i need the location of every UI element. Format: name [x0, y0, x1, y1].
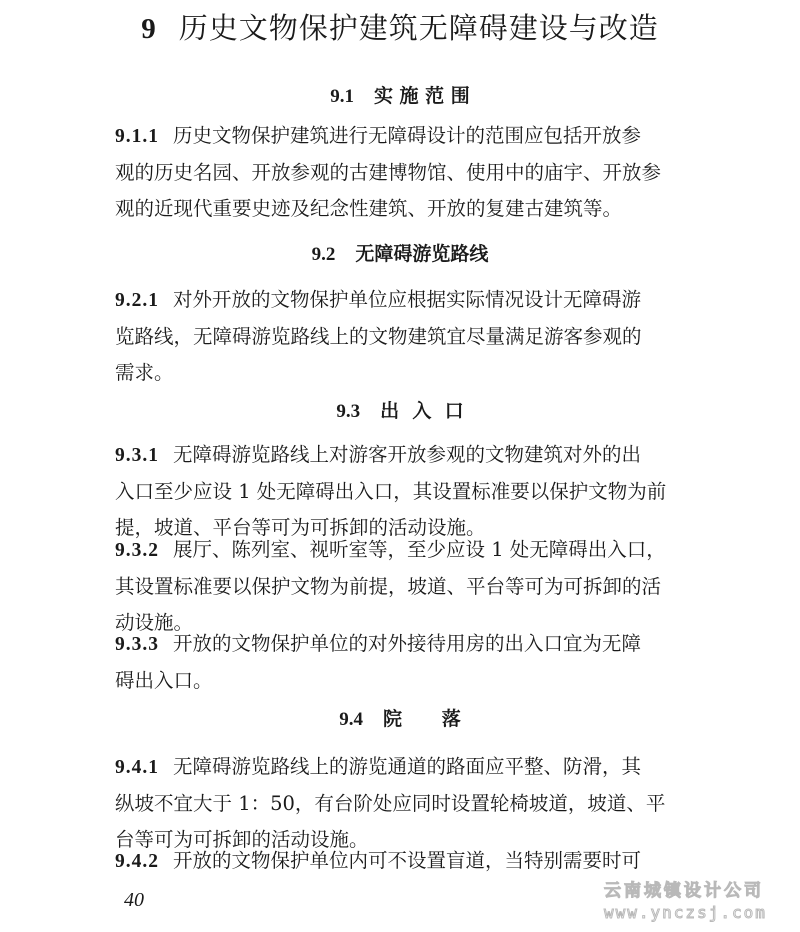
- watermark-url: www.ynczsj.com: [604, 903, 767, 922]
- clause-text: 开放的文物保护单位的对外接待用房的出入口宜为无障: [173, 632, 642, 655]
- clause-number: 9.4.2: [115, 851, 159, 872]
- chapter-number: 9: [141, 13, 157, 45]
- section-number: 9.2: [311, 244, 336, 265]
- clause-line: 提，坡道、平台等可为可拆卸的活动设施。: [115, 516, 486, 539]
- clause-text: 对外开放的文物保护单位应根据实际情况设计无障碍游: [173, 288, 642, 311]
- clause-line: 览路线，无障碍游览路线上的文物建筑宜尽量满足游客参观的: [115, 324, 642, 348]
- clause-line: 观的近现代重要史迹及纪念性建筑、开放的复建古建筑等。: [115, 197, 623, 220]
- section-title-9-4: [0, 706, 800, 733]
- clause-line: [115, 749, 695, 786]
- clause-line: [115, 532, 695, 569]
- clause-line: 纵坡不宜大于 1：50，有台阶处应同时设置轮椅坡道，坡道、平: [115, 791, 666, 815]
- section-title-9-1: [0, 83, 800, 110]
- clause-9-2-1: [115, 282, 695, 392]
- section-title-9-2: [0, 241, 800, 268]
- section-title-text: 实 施 范 围: [373, 85, 470, 107]
- clause-9-3-1: [115, 437, 695, 547]
- clause-line: [115, 437, 695, 474]
- section-number: 9.4: [339, 709, 364, 730]
- clause-text: 历史文物保护建筑进行无障碍设计的范围应包括开放参: [173, 124, 642, 147]
- clause-9-1-1: [115, 118, 695, 228]
- section-title-text: 无障碍游览路线: [355, 243, 489, 265]
- watermark-company-name: 云南城镇设计公司: [604, 881, 764, 901]
- clause-number: 9.2.1: [115, 290, 159, 311]
- page-number: 40: [124, 889, 144, 911]
- clause-number: 9.3.1: [115, 445, 159, 466]
- clause-text: 开放的文物保护单位内可不设置盲道，当特别需要时可: [173, 849, 642, 872]
- section-title-9-3: [0, 398, 800, 425]
- clause-line: 台等可为可拆卸的活动设施。: [115, 828, 369, 851]
- clause-line: 需求。: [115, 361, 174, 384]
- clause-line: [115, 282, 695, 319]
- clause-line: 观的历史名园、开放参观的古建博物馆、使用中的庙宇、开放参: [115, 160, 662, 184]
- clause-line: 其设置标准要以保护文物为前提，坡道、平台等可为可拆卸的活: [115, 574, 662, 598]
- chapter-title-text: 历史文物保护建筑无障碍建设与改造: [178, 11, 659, 45]
- section-title-text: 出 入 口: [380, 400, 464, 422]
- clause-text: 无障碍游览路线上对游客开放参观的文物建筑对外的出: [173, 443, 642, 466]
- clause-9-3-3: [115, 626, 695, 699]
- clause-number: 9.3.3: [115, 634, 159, 655]
- clause-number: 9.1.1: [115, 126, 159, 147]
- clause-line: [115, 118, 695, 155]
- clause-line: 入口至少应设 1 处无障碍出入口，其设置标准要以保护文物为前: [115, 479, 667, 503]
- clause-text: 无障碍游览路线上的游览通道的路面应平整、防滑，其: [173, 755, 642, 778]
- chapter-title: [0, 8, 800, 49]
- clause-number: 9.3.2: [115, 540, 159, 561]
- section-title-text: 院 落: [383, 708, 461, 730]
- section-number: 9.3: [336, 401, 361, 422]
- section-number: 9.1: [330, 86, 354, 107]
- clause-line: 碍出入口。: [115, 668, 213, 692]
- clause-line: [115, 626, 695, 663]
- clause-number: 9.4.1: [115, 757, 159, 778]
- clause-line: 动设施。: [115, 611, 194, 634]
- clause-text: 展厅、陈列室、视听室等，至少应设 1 处无障碍出入口，: [173, 538, 666, 561]
